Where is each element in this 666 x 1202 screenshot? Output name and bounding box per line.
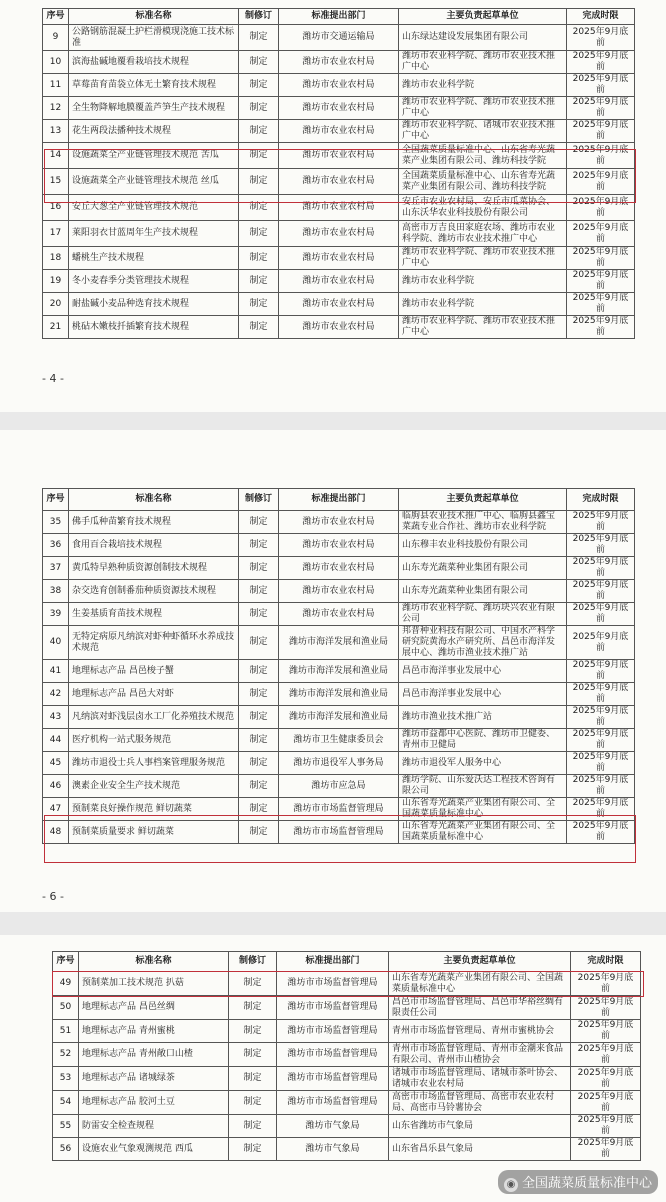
department-cell: 潍坊市退役军人事务局 <box>279 752 399 775</box>
header-department-cell: 标准提出部门 <box>279 9 399 25</box>
drafter-cell: 诸城市市场监督管理局、诸城市茶叶协会、诸城市农业农村局 <box>389 1067 571 1091</box>
drafter-cell: 临朐县农业技术推广中心、临朐县鑫宝菜蔬专业合作社、潍坊市农业科学院 <box>399 511 567 534</box>
table-row <box>43 221 635 247</box>
drafter-cell: 青州市市场监督管理局、青州市蜜桃协会 <box>389 1020 571 1043</box>
drafter-cell: 潍坊市益都中心医院、潍坊市卫健委、青州市卫健局 <box>399 729 567 752</box>
deadline-cell: 2025年9月底前 <box>571 1138 641 1161</box>
table-row <box>43 603 635 626</box>
deadline-cell: 2025年9月底前 <box>567 120 635 143</box>
serial-cell: 14 <box>43 143 69 169</box>
name-cell: 设施农业气象观测规范 西瓜 <box>79 1138 229 1161</box>
header-department-cell: 标准提出部门 <box>277 952 389 972</box>
serial-cell: 42 <box>43 683 69 706</box>
department-cell: 潍坊市海洋发展和渔业局 <box>279 706 399 729</box>
deadline-cell: 2025年9月底前 <box>567 169 635 195</box>
serial-cell: 56 <box>53 1138 79 1161</box>
table-row <box>43 557 635 580</box>
serial-cell: 35 <box>43 511 69 534</box>
type-cell: 制定 <box>239 752 279 775</box>
serial-cell: 54 <box>53 1091 79 1115</box>
department-cell: 潍坊市农业农村局 <box>279 120 399 143</box>
table-row <box>43 626 635 660</box>
type-cell: 制定 <box>239 603 279 626</box>
name-cell: 设施蔬菜全产业链管理技术规范 丝瓜 <box>69 169 239 195</box>
name-cell: 黄瓜特早熟种质资源创制技术规程 <box>69 557 239 580</box>
type-cell: 制定 <box>239 316 279 339</box>
serial-cell: 15 <box>43 169 69 195</box>
department-cell: 潍坊市农业农村局 <box>279 247 399 270</box>
type-cell: 制定 <box>239 25 279 51</box>
serial-cell: 21 <box>43 316 69 339</box>
drafter-cell: 潍坊市农业科学院、潍坊市农业技术推广中心 <box>399 316 567 339</box>
header-department-cell: 标准提出部门 <box>279 489 399 511</box>
header-type-cell: 制修订 <box>229 952 277 972</box>
deadline-cell: 2025年9月底前 <box>567 821 635 844</box>
department-cell: 潍坊市农业农村局 <box>279 603 399 626</box>
name-cell: 花生两段法播种技术规程 <box>69 120 239 143</box>
drafter-cell: 山东省昌乐县气象局 <box>389 1138 571 1161</box>
department-cell: 潍坊市应急局 <box>279 775 399 798</box>
department-cell: 潍坊市市场监督管理局 <box>277 1020 389 1043</box>
drafter-cell: 山东省寿光蔬菜产业集团有限公司、全国蔬菜质量标准中心 <box>399 821 567 844</box>
table-row <box>43 316 635 339</box>
type-cell: 制定 <box>229 1020 277 1043</box>
header-deadline-cell: 完成时限 <box>567 9 635 25</box>
deadline-cell: 2025年9月底前 <box>567 580 635 603</box>
serial-cell: 13 <box>43 120 69 143</box>
serial-cell: 45 <box>43 752 69 775</box>
name-cell: 预制菜加工技术规范 扒菇 <box>79 972 229 996</box>
table-row <box>43 580 635 603</box>
serial-cell: 52 <box>53 1043 79 1067</box>
table-row <box>53 972 641 996</box>
deadline-cell: 2025年9月底前 <box>571 996 641 1020</box>
type-cell: 制定 <box>239 270 279 293</box>
table-header-row <box>43 9 635 25</box>
department-cell: 潍坊市海洋发展和渔业局 <box>279 683 399 706</box>
name-cell: 潍坊市退役士兵人事档案管理服务规范 <box>69 752 239 775</box>
name-cell: 地理标志产品 诸城绿茶 <box>79 1067 229 1091</box>
drafter-cell: 昌邑市海洋事业发展中心 <box>399 683 567 706</box>
header-serial-cell: 序号 <box>43 9 69 25</box>
table-row <box>43 660 635 683</box>
table-row <box>53 1091 641 1115</box>
wechat-icon: ◉ <box>504 1178 518 1192</box>
drafter-cell: 山东寿光蔬菜种业集团有限公司 <box>399 580 567 603</box>
drafter-cell: 潍坊市农业科学院 <box>399 270 567 293</box>
table-row <box>43 169 635 195</box>
page-number: - 6 - <box>42 890 64 903</box>
serial-cell: 44 <box>43 729 69 752</box>
name-cell: 食用百合栽培技术规程 <box>69 534 239 557</box>
department-cell: 潍坊市气象局 <box>277 1138 389 1161</box>
serial-cell: 38 <box>43 580 69 603</box>
drafter-cell: 潍坊市农业科学院、诸城市农业技术推广中心 <box>399 120 567 143</box>
drafter-cell: 山东绿达建设发展集团有限公司 <box>399 25 567 51</box>
drafter-cell: 潍坊市农业科学院 <box>399 74 567 97</box>
header-type-cell: 制修订 <box>239 489 279 511</box>
header-deadline-cell: 完成时限 <box>571 952 641 972</box>
deadline-cell: 2025年9月底前 <box>571 1067 641 1091</box>
drafter-cell: 全国蔬菜质量标准中心、山东省寿光蔬菜产业集团有限公司、潍坊科技学院 <box>399 169 567 195</box>
type-cell: 制定 <box>229 1115 277 1138</box>
table-row <box>43 51 635 74</box>
table-header-row <box>43 489 635 511</box>
deadline-cell: 2025年9月底前 <box>567 752 635 775</box>
name-cell: 地理标志产品 昌邑丝绸 <box>79 996 229 1020</box>
serial-cell: 20 <box>43 293 69 316</box>
table-row <box>43 74 635 97</box>
deadline-cell: 2025年9月底前 <box>567 511 635 534</box>
deadline-cell: 2025年9月底前 <box>567 316 635 339</box>
table-row <box>53 1115 641 1138</box>
department-cell: 潍坊市农业农村局 <box>279 316 399 339</box>
document-page-6 <box>0 430 666 912</box>
serial-cell: 18 <box>43 247 69 270</box>
serial-cell: 46 <box>43 775 69 798</box>
deadline-cell: 2025年9月底前 <box>571 1020 641 1043</box>
name-cell: 莱阳羽衣甘蓝周年生产技术规程 <box>69 221 239 247</box>
type-cell: 制定 <box>239 293 279 316</box>
name-cell: 安丘大葱全产业链管理技术规范 <box>69 195 239 221</box>
name-cell: 地理标志产品 昌邑梭子蟹 <box>69 660 239 683</box>
name-cell: 医疗机构一站式服务规范 <box>69 729 239 752</box>
department-cell: 潍坊市农业农村局 <box>279 270 399 293</box>
table-row <box>43 706 635 729</box>
name-cell: 地理标志产品 昌邑大对虾 <box>69 683 239 706</box>
deadline-cell: 2025年9月底前 <box>567 143 635 169</box>
serial-cell: 51 <box>53 1020 79 1043</box>
type-cell: 制定 <box>229 996 277 1020</box>
table-row <box>43 25 635 51</box>
department-cell: 潍坊市海洋发展和渔业局 <box>279 660 399 683</box>
serial-cell: 43 <box>43 706 69 729</box>
header-drafter-cell: 主要负责起草单位 <box>389 952 571 972</box>
drafter-cell: 山东寿光蔬菜种业集团有限公司 <box>399 557 567 580</box>
serial-cell: 36 <box>43 534 69 557</box>
document-page-4 <box>0 0 666 412</box>
type-cell: 制定 <box>239 706 279 729</box>
table-row <box>43 293 635 316</box>
name-cell: 滨海盐碱地覆看栽培技术规程 <box>69 51 239 74</box>
drafter-cell: 山东省寿光蔬菜产业集团有限公司、全国蔬菜质量标准中心 <box>399 798 567 821</box>
drafter-cell: 山东省寿光蔬菜产业集团有限公司、全国蔬菜质量标准中心 <box>389 972 571 996</box>
name-cell: 草莓苗育苗袋立体无土繁育技术规程 <box>69 74 239 97</box>
standards-table-page-4 <box>42 8 635 339</box>
department-cell: 潍坊市卫生健康委员会 <box>279 729 399 752</box>
table-row <box>43 683 635 706</box>
department-cell: 潍坊市市场监督管理局 <box>277 972 389 996</box>
department-cell: 潍坊市市场监督管理局 <box>279 798 399 821</box>
drafter-cell: 高密市市场监督管理局、高密市农业农村局、高密市马铃薯协会 <box>389 1091 571 1115</box>
serial-cell: 47 <box>43 798 69 821</box>
standards-table-page-6 <box>42 488 635 844</box>
name-cell: 地理标志产品 胶河土豆 <box>79 1091 229 1115</box>
type-cell: 制定 <box>229 1043 277 1067</box>
drafter-cell: 潍坊学院、山东爱沃达工程技术咨询有限公司 <box>399 775 567 798</box>
deadline-cell: 2025年9月底前 <box>567 221 635 247</box>
type-cell: 制定 <box>239 120 279 143</box>
drafter-cell: 潍坊市农业科学院、潍坊市农业技术推广中心 <box>399 51 567 74</box>
drafter-cell: 全国蔬菜质量标准中心、山东省寿光蔬菜产业集团有限公司、潍坊科技学院 <box>399 143 567 169</box>
drafter-cell: 潍坊市退役军人服务中心 <box>399 752 567 775</box>
serial-cell: 50 <box>53 996 79 1020</box>
serial-cell: 17 <box>43 221 69 247</box>
deadline-cell: 2025年9月底前 <box>567 798 635 821</box>
header-serial-cell: 序号 <box>53 952 79 972</box>
deadline-cell: 2025年9月底前 <box>567 25 635 51</box>
table-row <box>53 1138 641 1161</box>
name-cell: 耐盐碱小麦品种选育技术规程 <box>69 293 239 316</box>
name-cell: 凡纳滨对虾浅层卤水工厂化养殖技术规范 <box>69 706 239 729</box>
document-page-7 <box>0 935 666 1202</box>
header-type-cell: 制修订 <box>239 9 279 25</box>
name-cell: 公路钢筋混凝土护栏滑模现浇施工技术标准 <box>69 25 239 51</box>
department-cell: 潍坊市交通运输局 <box>279 25 399 51</box>
department-cell: 潍坊市农业农村局 <box>279 293 399 316</box>
name-cell: 设施蔬菜全产业链管理技术规范 苦瓜 <box>69 143 239 169</box>
type-cell: 制定 <box>239 143 279 169</box>
type-cell: 制定 <box>239 97 279 120</box>
name-cell: 佛手瓜种苗繁育技术规程 <box>69 511 239 534</box>
type-cell: 制定 <box>239 169 279 195</box>
drafter-cell: 山东省潍坊市气象局 <box>389 1115 571 1138</box>
serial-cell: 40 <box>43 626 69 660</box>
header-drafter-cell: 主要负责起草单位 <box>399 489 567 511</box>
drafter-cell: 潍坊市农业科学院、潍坊块兴农业有限公司 <box>399 603 567 626</box>
table-row <box>43 798 635 821</box>
deadline-cell: 2025年9月底前 <box>567 270 635 293</box>
type-cell: 制定 <box>229 1091 277 1115</box>
header-name-cell: 标准名称 <box>69 9 239 25</box>
name-cell: 地理标志产品 青州敞口山楂 <box>79 1043 229 1067</box>
deadline-cell: 2025年9月底前 <box>567 557 635 580</box>
deadline-cell: 2025年9月底前 <box>567 247 635 270</box>
name-cell: 无特定病原凡纳滨对虾种虾循环水养成技术规范 <box>69 626 239 660</box>
department-cell: 潍坊市海洋发展和渔业局 <box>279 626 399 660</box>
name-cell: 冬小麦春季分类管理技术规程 <box>69 270 239 293</box>
drafter-cell: 昌邑市市场监督管理局、昌邑市华裕丝绸有限责任公司 <box>389 996 571 1020</box>
drafter-cell: 高密市万吉良田家庭农场、潍坊市农业科学院、潍坊市农业技术推广中心 <box>399 221 567 247</box>
type-cell: 制定 <box>239 247 279 270</box>
deadline-cell: 2025年9月底前 <box>567 97 635 120</box>
department-cell: 潍坊市农业农村局 <box>279 169 399 195</box>
type-cell: 制定 <box>239 534 279 557</box>
table-row <box>43 270 635 293</box>
deadline-cell: 2025年9月底前 <box>567 293 635 316</box>
deadline-cell: 2025年9月底前 <box>571 972 641 996</box>
serial-cell: 41 <box>43 660 69 683</box>
table-row <box>43 120 635 143</box>
name-cell: 防雷安全检查规程 <box>79 1115 229 1138</box>
deadline-cell: 2025年9月底前 <box>567 603 635 626</box>
serial-cell: 12 <box>43 97 69 120</box>
department-cell: 潍坊市市场监督管理局 <box>277 1091 389 1115</box>
type-cell: 制定 <box>239 683 279 706</box>
page-number: - 4 - <box>42 372 64 385</box>
type-cell: 制定 <box>239 798 279 821</box>
type-cell: 制定 <box>229 1067 277 1091</box>
drafter-cell: 潍坊市农业科学院 <box>399 293 567 316</box>
drafter-cell: 青州市市场监督管理局、青州市金潮来食品有限公司、青州市山楂协会 <box>389 1043 571 1067</box>
department-cell: 潍坊市农业农村局 <box>279 51 399 74</box>
type-cell: 制定 <box>239 626 279 660</box>
table-row <box>53 1020 641 1043</box>
name-cell: 杂交选育创制番茄种质资源技术规程 <box>69 580 239 603</box>
type-cell: 制定 <box>239 511 279 534</box>
department-cell: 潍坊市农业农村局 <box>279 195 399 221</box>
drafter-cell: 昌邑市海洋事业发展中心 <box>399 660 567 683</box>
deadline-cell: 2025年9月底前 <box>571 1115 641 1138</box>
serial-cell: 55 <box>53 1115 79 1138</box>
table-row <box>43 195 635 221</box>
type-cell: 制定 <box>229 972 277 996</box>
deadline-cell: 2025年9月底前 <box>567 683 635 706</box>
type-cell: 制定 <box>239 195 279 221</box>
table-row <box>43 511 635 534</box>
serial-cell: 53 <box>53 1067 79 1091</box>
watermark-text: 全国蔬菜质量标准中心 <box>521 1176 652 1191</box>
type-cell: 制定 <box>239 660 279 683</box>
table-row <box>53 1067 641 1091</box>
serial-cell: 16 <box>43 195 69 221</box>
name-cell: 澳素企业安全生产技术规范 <box>69 775 239 798</box>
department-cell: 潍坊市农业农村局 <box>279 97 399 120</box>
drafter-cell: 山东穆丰农业科技股份有限公司 <box>399 534 567 557</box>
table-row <box>43 247 635 270</box>
drafter-cell: 潍坊市农业科学院、潍坊市农业技术推广中心 <box>399 247 567 270</box>
deadline-cell: 2025年9月底前 <box>567 534 635 557</box>
deadline-cell: 2025年9月底前 <box>567 706 635 729</box>
serial-cell: 11 <box>43 74 69 97</box>
deadline-cell: 2025年9月底前 <box>567 660 635 683</box>
header-name-cell: 标准名称 <box>69 489 239 511</box>
header-serial-cell: 序号 <box>43 489 69 511</box>
standards-table-page-7 <box>52 951 641 1161</box>
table-row <box>53 1043 641 1067</box>
serial-cell: 48 <box>43 821 69 844</box>
serial-cell: 19 <box>43 270 69 293</box>
type-cell: 制定 <box>239 821 279 844</box>
type-cell: 制定 <box>239 51 279 74</box>
table-row <box>43 97 635 120</box>
deadline-cell: 2025年9月底前 <box>567 74 635 97</box>
deadline-cell: 2025年9月底前 <box>567 51 635 74</box>
table-row <box>43 821 635 844</box>
department-cell: 潍坊市农业农村局 <box>279 143 399 169</box>
department-cell: 潍坊市农业农村局 <box>279 534 399 557</box>
name-cell: 蟠桃生产技术规程 <box>69 247 239 270</box>
header-name-cell: 标准名称 <box>79 952 229 972</box>
table-row <box>43 534 635 557</box>
drafter-cell: 邦普种业科技有限公司、中国水产科学研究院黄海水产研究所、昌邑市海洋发展中心、潍坊市渔业技术推广站 <box>399 626 567 660</box>
deadline-cell: 2025年9月底前 <box>567 195 635 221</box>
name-cell: 生姜基质育苗技术规程 <box>69 603 239 626</box>
type-cell: 制定 <box>239 775 279 798</box>
serial-cell: 49 <box>53 972 79 996</box>
department-cell: 潍坊市农业农村局 <box>279 557 399 580</box>
department-cell: 潍坊市市场监督管理局 <box>279 821 399 844</box>
deadline-cell: 2025年9月底前 <box>571 1091 641 1115</box>
table-header-row <box>53 952 641 972</box>
type-cell: 制定 <box>229 1138 277 1161</box>
name-cell: 全生物降解地膜覆盖芦笋生产技术规程 <box>69 97 239 120</box>
deadline-cell: 2025年9月底前 <box>571 1043 641 1067</box>
table-row <box>43 752 635 775</box>
table-row <box>53 996 641 1020</box>
type-cell: 制定 <box>239 557 279 580</box>
drafter-cell: 潍坊市农业科学院、潍坊市农业技术推广中心 <box>399 97 567 120</box>
type-cell: 制定 <box>239 74 279 97</box>
table-row <box>43 729 635 752</box>
name-cell: 预制菜良好操作规范 鲜切蔬菜 <box>69 798 239 821</box>
department-cell: 潍坊市农业农村局 <box>279 221 399 247</box>
serial-cell: 9 <box>43 25 69 51</box>
table-row <box>43 143 635 169</box>
header-deadline-cell: 完成时限 <box>567 489 635 511</box>
department-cell: 潍坊市气象局 <box>277 1115 389 1138</box>
deadline-cell: 2025年9月底前 <box>567 729 635 752</box>
serial-cell: 37 <box>43 557 69 580</box>
deadline-cell: 2025年9月底前 <box>567 626 635 660</box>
drafter-cell: 安丘市农业农村局、安丘市瓜菜协会、山东沃华农业科技股份有限公司 <box>399 195 567 221</box>
name-cell: 桃砧木嫩枝扦插繁育技术规程 <box>69 316 239 339</box>
department-cell: 潍坊市农业农村局 <box>279 580 399 603</box>
watermark <box>498 1170 658 1194</box>
name-cell: 地理标志产品 青州蜜桃 <box>79 1020 229 1043</box>
department-cell: 潍坊市市场监督管理局 <box>277 1067 389 1091</box>
header-drafter-cell: 主要负责起草单位 <box>399 9 567 25</box>
deadline-cell: 2025年9月底前 <box>567 775 635 798</box>
name-cell: 预制菜质量要求 鲜切蔬菜 <box>69 821 239 844</box>
type-cell: 制定 <box>239 729 279 752</box>
serial-cell: 39 <box>43 603 69 626</box>
drafter-cell: 潍坊市渔业技术推广站 <box>399 706 567 729</box>
department-cell: 潍坊市市场监督管理局 <box>277 996 389 1020</box>
department-cell: 潍坊市市场监督管理局 <box>277 1043 389 1067</box>
serial-cell: 10 <box>43 51 69 74</box>
table-row <box>43 775 635 798</box>
department-cell: 潍坊市农业农村局 <box>279 74 399 97</box>
type-cell: 制定 <box>239 580 279 603</box>
type-cell: 制定 <box>239 221 279 247</box>
department-cell: 潍坊市农业农村局 <box>279 511 399 534</box>
